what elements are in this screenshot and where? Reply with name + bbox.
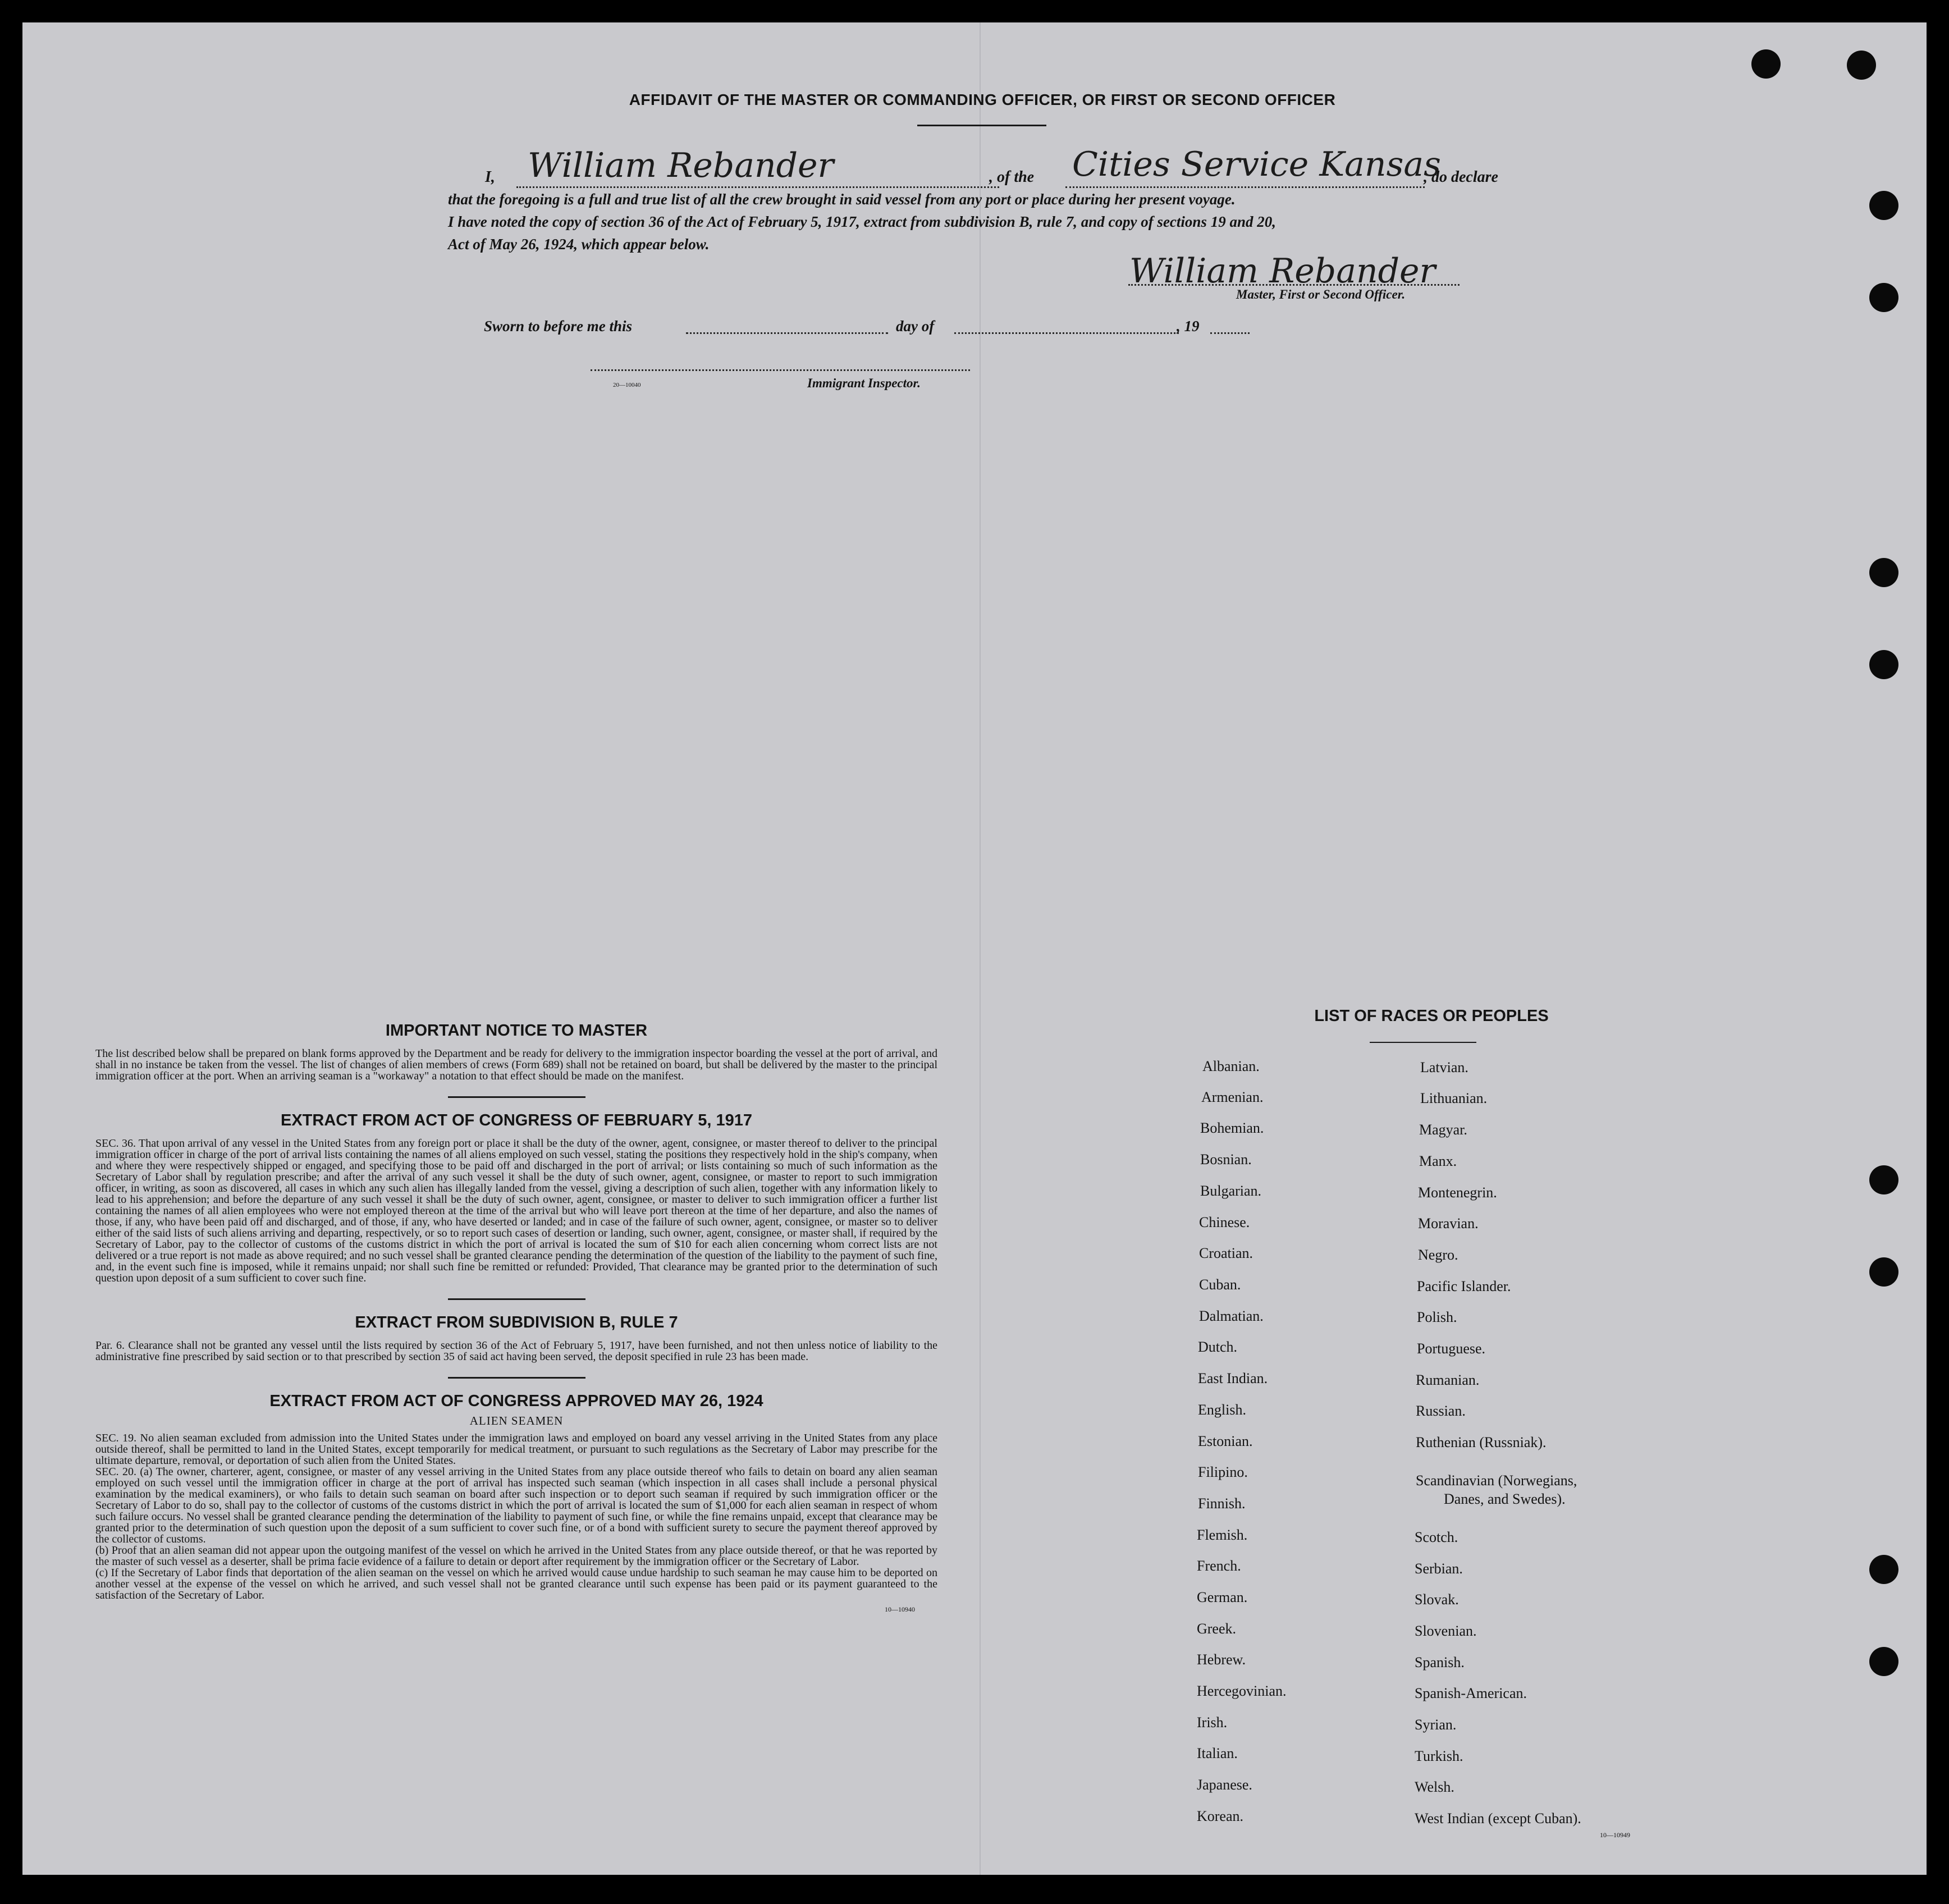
punch-hole (1869, 1257, 1898, 1287)
form-code-affidavit: 20—10040 (613, 382, 641, 388)
punch-hole (1751, 49, 1781, 79)
sworn-month-line (954, 332, 1179, 334)
inspector-label: Immigrant Inspector. (807, 376, 921, 390)
race-item: Rumanian. (1416, 1372, 1480, 1388)
day-of-label: day of (896, 318, 935, 335)
notice-text: The list described below shall be prepared on blank forms approved by the Department and be ready for delivery to the immigration inspector boarding the vessel at the port of arrival, and shall in no instance be taken from the vessel. The list of changes of alien members of crews (Form 689) shall not be retained on board, but shall be delivered by the master to the principal immigration officer at the port. When an arriving seaman is a "workaway" a notation to that effect should be made on the manifest. (95, 1047, 937, 1082)
race-item: Russian. (1416, 1403, 1466, 1419)
race-item: French. (1197, 1558, 1241, 1574)
race-item: Negro. (1418, 1247, 1458, 1263)
signature-line (1128, 284, 1460, 286)
race-item: Spanish. (1415, 1654, 1465, 1670)
punch-hole (1869, 1165, 1898, 1194)
sworn-label: Sworn to before me this (484, 318, 633, 335)
year-label: , 19 (1177, 318, 1200, 335)
race-item: Irish. (1197, 1714, 1228, 1731)
race-item: Spanish-American. (1415, 1685, 1527, 1701)
race-item: Dutch. (1198, 1339, 1238, 1355)
section-divider (448, 1096, 585, 1098)
vessel-name-handwritten: Cities Service Kansas (1072, 145, 1441, 184)
affidavit-title: AFFIDAVIT OF THE MASTER OR COMMANDING OFFICER, OR FIRST OR SECOND OFFICER (629, 91, 1336, 108)
extract-1924-title: EXTRACT FROM ACT OF CONGRESS APPROVED MAY 26, 1924 (269, 1392, 763, 1410)
race-item: Turkish. (1415, 1748, 1463, 1764)
race-item: Italian. (1197, 1745, 1238, 1761)
race-item: Armenian. (1201, 1089, 1264, 1105)
race-item: Greek. (1197, 1621, 1237, 1637)
manifest-page (22, 22, 1927, 1875)
race-item: Manx. (1419, 1153, 1457, 1169)
sec-19-text: SEC. 19. No alien seaman excluded from admission into the United States under the immigration laws and employed on board any vessel arriving in the United States from any place outside thereof, shall be permitted to land in the United States, except temporarily for medical treatment, or pursuant to such regulations as the Secretary of Labor may prescribe for the ultimate departure, removal, or deportation of such alien from the United States. (95, 1432, 937, 1467)
race-item: Filipino. (1198, 1464, 1248, 1480)
sec-20c-text: (c) If the Secretary of Labor finds that deportation of the alien seaman on the vessel on which he arrived would cause undue hardship to such seaman he may cause him to be deported on another vessel at the expense of the vessel on which he arrived, and such vessel shall not be granted clearance until such expense has been paid or its payment guaranteed to the satisfaction of the Secretary of Labor. (95, 1567, 937, 1601)
punch-hole (1869, 1555, 1898, 1584)
race-item: Moravian. (1418, 1215, 1479, 1232)
race-item: Syrian. (1415, 1717, 1457, 1733)
race-item: Welsh. (1415, 1779, 1454, 1795)
race-item: Flemish. (1197, 1527, 1248, 1543)
inspector-signature-line (591, 369, 970, 371)
affidavit-line-2: that the foregoing is a full and true list of all the crew brought in said vessel from any port or place during her present voyage. (448, 191, 1236, 208)
form-code-right: 10—10949 (1600, 1831, 1630, 1839)
sworn-day-line (686, 332, 888, 334)
extract-1917-text: SEC. 36. That upon arrival of any vessel in the United States from any foreign port or place it shall be the duty of the owner, agent, consignee, or master thereof to deliver to the principal immigration officer in charge of the port of arrival lists containing the names of all aliens employed on such vessel, stating the positions they respectively hold in the ship's company, when and where they were respectively shipped or engaged, and specifying those to be paid off and discharged in the port of arrival; or lists containing so much of such information as the Secretary of Labor shall by regulation prescribe; and after the arrival of any such vessel it shall be the duty of such owner, agent, consignee, or master to report to such immigration officer, in writing, as soon as discovered, all cases in which any such alien has illegally landed from the vessel, giving a description of such alien, together with any information likely to lead to his apprehension; and before the departure of any such vessel it shall be the duty of such owner, agent, consignee, or master to deliver to such immigration officer a further list containing the names of all alien employees who were not employed thereon at the time of the arrival but who will leave port thereon at the time of her departure, and also the names of those, if any, who have been paid off and discharged, and of those, if any, who have deserted or landed; and in case of the failure of such owner, agent, consignee, or master so to deliver either of the said lists of such aliens arriving and departing, respectively, or so to report such cases of desertion or landing, such owner, agent, consignee, or master shall, if required by the Secretary of Labor, pay to the collector of customs of the customs district in which the port of arrival is located the sum of $10 for each alien concerning whom correct lists are not delivered or a true report is not made as above required; and no such vessel shall be granted clearance pending the determination of the question of the liability to the payment of such fine, and, in the event such fine is imposed, while it remains unpaid; nor shall such fine be remitted or refunded: Provided, That clearance may be granted prior to the determination of such question upon deposit of a sum sufficient to cover such fine. (95, 1137, 937, 1284)
race-item: Lithuanian. (1420, 1090, 1488, 1106)
race-item: Polish. (1417, 1309, 1457, 1325)
notice-title: IMPORTANT NOTICE TO MASTER (385, 1022, 648, 1040)
race-item: English. (1198, 1402, 1246, 1418)
alien-seamen-subtitle: ALIEN SEAMEN (469, 1414, 564, 1427)
fold-line (980, 22, 981, 1875)
race-item: East Indian. (1198, 1370, 1268, 1386)
do-declare-label: , do declare (1424, 168, 1498, 186)
race-item: West Indian (except Cuban). (1415, 1810, 1581, 1827)
race-item: Dalmatian. (1199, 1308, 1264, 1324)
race-item: Serbian. (1415, 1560, 1463, 1577)
race-item: Chinese. (1199, 1214, 1250, 1230)
race-item: Slovenian. (1415, 1623, 1477, 1639)
punch-hole (1869, 191, 1898, 220)
races-title: LIST OF RACES OR PEOPLES (1314, 1007, 1549, 1025)
master-name-line (516, 186, 999, 188)
extract-rule7-text: Par. 6. Clearance shall not be granted any vessel until the lists required by section 36 of the Act of February 5, 1917, have been furnished, and not then unless notice of liability to the administrative fine prescribed by said section or to that prescribed by section 35 of said act having been served, the deposit specified in rule 23 has been made. (95, 1339, 937, 1363)
race-item: Korean. (1197, 1808, 1244, 1824)
master-signature: William Rebander (1129, 251, 1436, 291)
punch-hole (1869, 1647, 1898, 1676)
race-item: Croatian. (1199, 1245, 1253, 1261)
races-title-rule (1370, 1042, 1476, 1043)
affidavit-i-label: I, (485, 168, 495, 186)
race-item: Scandinavian (Norwegians, (1416, 1472, 1577, 1489)
race-item: Albanian. (1202, 1058, 1260, 1074)
race-item: Portuguese. (1417, 1340, 1486, 1357)
notices-column (95, 1022, 937, 1621)
master-name-handwritten: William Rebander (528, 146, 834, 185)
punch-hole (1869, 650, 1898, 679)
race-item: Slovak. (1415, 1591, 1459, 1608)
punch-hole (1869, 283, 1898, 312)
race-item: Ruthenian (Russniak). (1416, 1434, 1547, 1450)
form-code-left: 10—10940 (885, 1605, 915, 1613)
signature-caption: Master, First or Second Officer. (1236, 287, 1406, 301)
race-item: Pacific Islander. (1417, 1278, 1511, 1294)
vessel-name-line (1065, 186, 1425, 188)
punch-hole (1869, 558, 1898, 587)
affidavit-line-3: I have noted the copy of section 36 of the Act of February 5, 1917, extract from subdivision B, rule 7, and copy of sections 19 and 20, (448, 213, 1276, 230)
race-item: Hercegovinian. (1197, 1683, 1287, 1699)
race-item: Japanese. (1197, 1777, 1252, 1793)
affidavit-line-4: Act of May 26, 1924, which appear below. (448, 236, 710, 253)
race-item: Scotch. (1415, 1529, 1458, 1545)
race-item: Danes, and Swedes). (1444, 1491, 1566, 1507)
sec-20b-text: (b) Proof that an alien seaman did not appear upon the outgoing manifest of the vessel on which he arrived in the United States from any place outside thereof, or that he was reported by the master of such vessel as a deserter, shall be prima facie evidence of a failure to detain or deport after requirement by the immigration officer or the Secretary of Labor. (95, 1544, 937, 1568)
race-item: Finnish. (1198, 1495, 1246, 1512)
race-item: Latvian. (1420, 1059, 1468, 1075)
extract-rule7-title: EXTRACT FROM SUBDIVISION B, RULE 7 (355, 1313, 678, 1331)
sec-20a-text: SEC. 20. (a) The owner, charterer, agent, consignee, or master of any vessel arriving in the United States from any place outside thereof who fails to detain on board any alien seaman employed on such vessel until the immigration officer in charge at the port of arrival has inspected such seaman (which inspection in all cases shall include a personal physical examination by the medical examiners), or who fails to detain such seaman on board after such inspection or to deport such seaman if required by such immigration officer or the Secretary of Labor to do so, shall pay to the collector of customs of the customs district in which the port of arrival is located the sum of $1,000 for each alien seaman in respect of whom such failure occurs. No vessel shall be granted clearance pending the determination of the liability to payment of such fine, or while the fine remains unpaid, except that clearance may be granted prior to the determination of such question upon the deposit of a sum sufficient to cover such fine, or of a bond with sufficient surety to secure the payment thereof approved by the collector of customs. (95, 1466, 937, 1545)
title-rule (917, 125, 1046, 126)
sworn-year-line (1210, 332, 1250, 334)
race-item: Estonian. (1198, 1433, 1253, 1449)
race-item: Magyar. (1419, 1122, 1467, 1138)
race-item: Montenegrin. (1418, 1184, 1497, 1201)
punch-hole (1847, 51, 1876, 80)
extract-1917-title: EXTRACT FROM ACT OF CONGRESS OF FEBRUARY 5, 1917 (280, 1111, 753, 1129)
race-item: Hebrew. (1197, 1651, 1246, 1668)
race-item: Bulgarian. (1200, 1183, 1262, 1199)
race-item: Bosnian. (1200, 1151, 1252, 1168)
section-divider (448, 1377, 585, 1379)
race-item: Cuban. (1199, 1276, 1241, 1293)
of-the-label: , of the (989, 168, 1035, 186)
race-item: Bohemian. (1200, 1120, 1264, 1136)
race-item: German. (1197, 1589, 1248, 1605)
section-divider (448, 1298, 585, 1300)
